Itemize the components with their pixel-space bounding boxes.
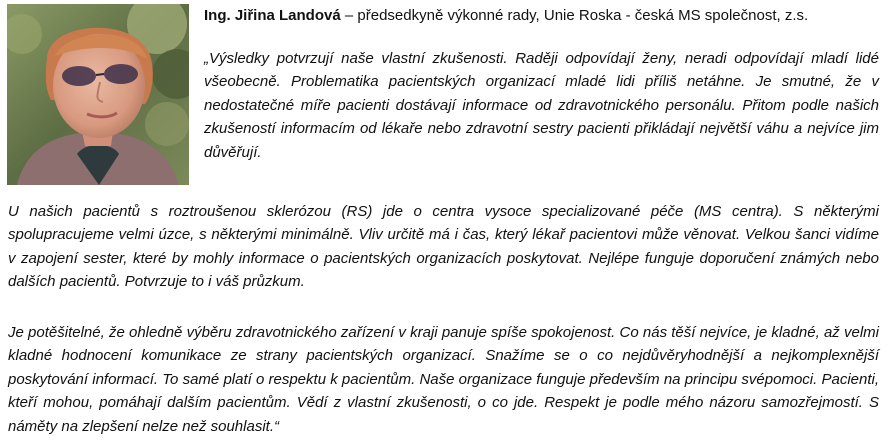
speaker-header: [204, 6, 888, 26]
quote-paragraph-1: „Výsledky potvrzují naše vlastní zkušenosti. Raději odpovídají ženy, neradi odpovídají mladí lidé všeobecně. Problematika pacientských organizací mladé lidi příliš netáhne. Je smutné, že v nedostatečné míře pacienti dostávají informace od zdravotnického personálu. Přitom podle našich zkušeností informacím od lékaře nebo zdravotní sestry pacienti přikládají největší váhu a nejvíce jim důvěřují.: [204, 50, 879, 161]
speaker-title: předsedkyně výkonné rady, Unie Roska - česká MS společnost, z.s.: [357, 7, 809, 24]
quote-paragraph-3: Je potěšitelné, že ohledně výběru zdravotnického zařízení v kraji panuje spíše spokojenost. Co nás těší nejvíce, je kladné, až velmi kladné hodnocení komunikace ze strany pacientských organizací. Snažíme se o co nejdůvěryhodnější a nejkomplexnější poskytování informací. To samé platí o respektu k pacientům. Naše organizace funguje především na principu svépomoci. Pacienti, kteří mohou, pomáhají dalším pacientům. Vědí z vlastní zkušenosti, o co jde. Respekt je podle mého názoru samozřejmostí. S náměty na zlepšení nelze než souhlasit.“: [8, 324, 879, 435]
header-dash: –: [344, 7, 354, 24]
quote-paragraph-2: U našich pacientů s roztroušenou sklerózou (RS) jde o centra vysoce specializované péče (MS centra). S některými spolupracujeme velmi úzce, s některými minimálně. Vliv určitě má i čas, který lékař pacientovi může věnovat. Velkou šanci vidíme v zapojení sester, které by mohly informace o pacientských organizacích poskytovat. Nejlépe funguje doporučení známých nebo dalších pacientů. Potvrzuje to i váš průzkum.: [8, 203, 879, 291]
portrait-photo: [7, 4, 189, 185]
speaker-name: Ing. Jiřina Landová: [204, 7, 341, 24]
